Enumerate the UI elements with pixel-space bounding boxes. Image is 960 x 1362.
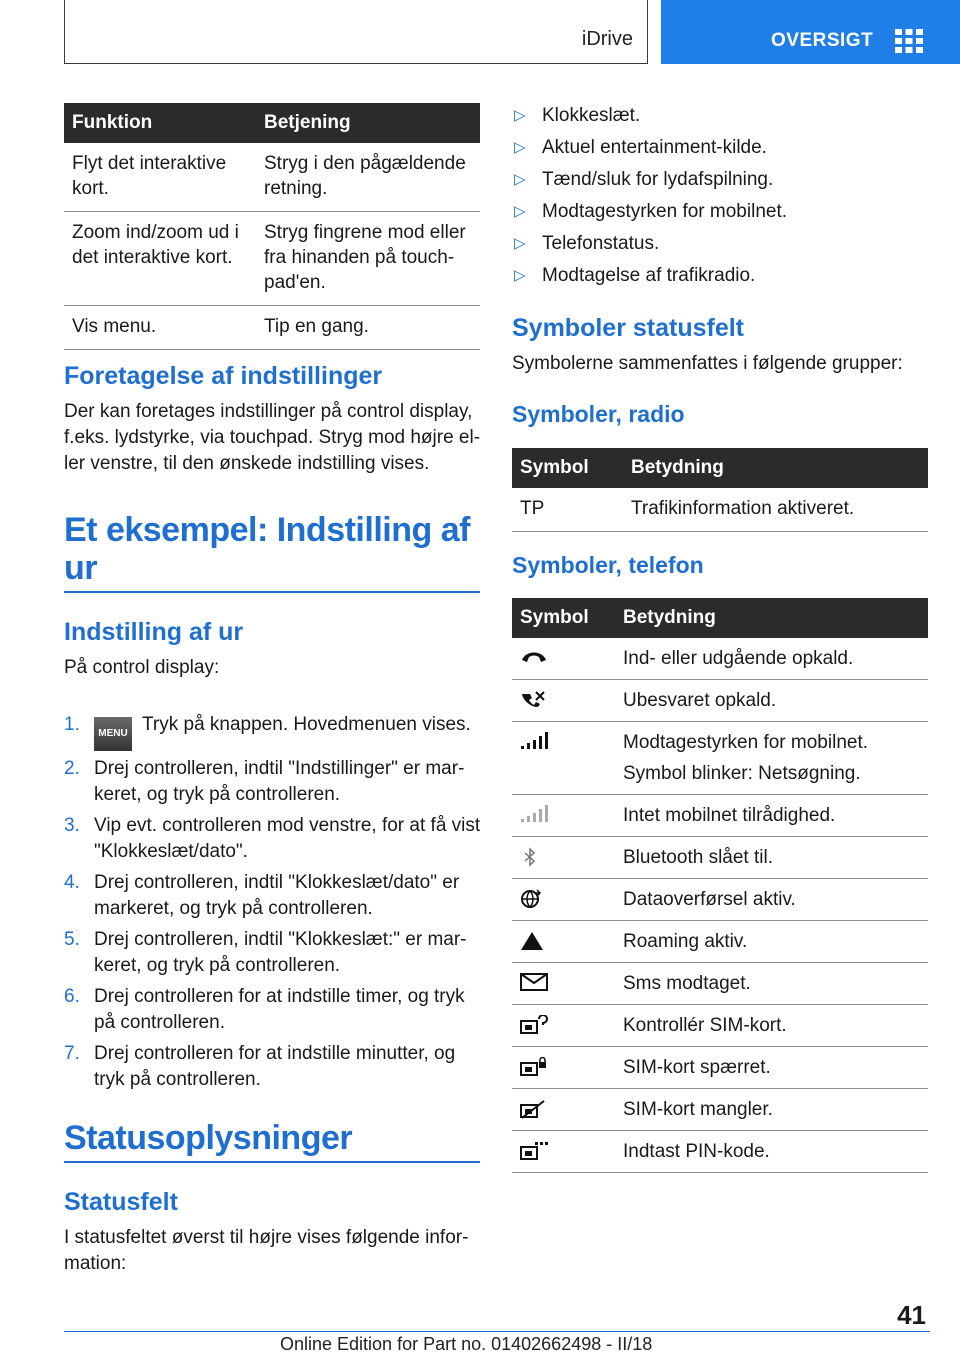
phone-symbols-table <box>512 598 928 1173</box>
step-number: 1. <box>64 714 80 735</box>
table-cell: SIM-kort mangler. <box>615 1089 928 1131</box>
status-bullets <box>512 103 932 295</box>
radio-header-symbol: Symbol <box>512 448 623 488</box>
status-subheading: Statusfelt <box>64 1188 178 1216</box>
table-cell: Vis menu. <box>64 306 256 350</box>
header-section-box <box>64 0 648 64</box>
table-cell: Ubesvaret opkald. <box>615 680 928 722</box>
table-cell: Dataoverførsel aktiv. <box>615 879 928 921</box>
step-number: 5. <box>64 929 80 950</box>
settings-heading: Foretagelse af indstillinger <box>64 362 383 390</box>
table-row <box>512 1089 928 1131</box>
step-number: 6. <box>64 986 80 1007</box>
triangle-bullet-icon: ▷ <box>514 107 526 124</box>
table-cell: Zoom ind/zoom ud i det interaktive kort. <box>64 212 256 306</box>
table-row <box>512 963 928 1005</box>
table-cell: Trafikinformation aktiveret. <box>623 488 928 532</box>
table-cell: Bluetooth slået til. <box>615 837 928 879</box>
phone-heading: Symboler, telefon <box>512 552 704 578</box>
no-signal-icon <box>520 805 548 823</box>
example-subheading: Indstilling af ur <box>64 618 244 646</box>
functions-header-betjening: Betjening <box>256 103 480 143</box>
bullet-text: Telefonstatus. <box>542 233 660 254</box>
list-item <box>64 984 484 1036</box>
phone-header-symbol: Symbol <box>512 598 615 638</box>
bullet-text: Modtagestyrken for mobilnet. <box>542 201 788 222</box>
signal-strength-icon <box>520 732 548 750</box>
table-cell: SIM-kort spærret. <box>615 1047 928 1089</box>
list-item <box>512 263 932 289</box>
table-cell: Sms modtaget. <box>615 963 928 1005</box>
table-cell: Ind- eller udgående opkald. <box>615 638 928 680</box>
status-text: I statusfeltet øverst til højre vises følgende information: <box>64 1227 469 1274</box>
triangle-bullet-icon: ▷ <box>514 267 526 284</box>
table-cell: Intet mobilnet tilrådighed. <box>615 795 928 837</box>
grid-icon <box>895 29 923 53</box>
table-row <box>512 638 928 680</box>
header-tab-oversigt[interactable] <box>661 0 960 64</box>
bullet-text: Klokkeslæt. <box>542 105 641 126</box>
table-cell: Kontrollér SIM-kort. <box>615 1005 928 1047</box>
list-item <box>64 1041 484 1093</box>
table-row <box>512 795 928 837</box>
settings-text: Der kan foretages indstillinger på control display, f.eks. lydstyrke, via touchpad. Stryg mod højre eller venstre, til den ønskede indstilling vises. <box>64 401 481 474</box>
radio-header-betydning: Betydning <box>623 448 928 488</box>
list-item <box>512 103 932 129</box>
menu-button-icon: MENU <box>94 717 132 751</box>
step-text: Tryk på knappen. Hovedmenuen vises. <box>142 714 471 735</box>
bullet-text: Tænd/sluk for lydafspilning. <box>542 169 774 190</box>
footer-divider <box>64 1331 930 1332</box>
step-number: 3. <box>64 815 80 836</box>
steps-list <box>64 712 484 1098</box>
functions-header-funktion: Funktion <box>64 103 256 143</box>
table-row <box>512 1047 928 1089</box>
table-cell-note: Symbol blinker: Netsøgning. <box>623 763 861 784</box>
bullet-text: Modtagelse af trafikradio. <box>542 265 756 286</box>
example-heading: Et eksempel: Indstilling af ur <box>64 511 470 587</box>
step-text: Drej controlleren, indtil "Klokkeslæt/dato" er markeret, og tryk på controlleren. <box>94 872 460 919</box>
functions-table <box>64 103 480 350</box>
step-text: Drej controlleren for at indstille minutter, og tryk på controlleren. <box>94 1043 456 1090</box>
table-cell: Stryg i den pågældende retning. <box>256 143 480 212</box>
example-intro: På control display: <box>64 657 220 678</box>
divider <box>64 591 480 593</box>
list-item <box>64 927 484 979</box>
list-item <box>64 813 484 865</box>
triangle-bullet-icon: ▷ <box>514 235 526 252</box>
header-tab-label: OVERSIGT <box>771 30 874 51</box>
missed-call-icon <box>520 690 546 708</box>
table-row <box>512 837 928 879</box>
triangle-bullet-icon: ▷ <box>514 139 526 156</box>
table-cell: Stryg fingrene mod eller fra hinanden på touchpad'en. <box>256 212 480 306</box>
step-text: Drej controlleren, indtil "Klokkeslæt:" er markeret, og tryk på controlleren. <box>94 929 467 976</box>
table-row <box>64 212 480 306</box>
bullet-text: Aktuel entertainment-kilde. <box>542 137 767 158</box>
step-text: Drej controlleren, indtil "Indstillinger" er markeret, og tryk på controlleren. <box>94 758 465 805</box>
step-number: 2. <box>64 758 80 779</box>
sim-check-icon <box>520 1015 548 1035</box>
table-cell: TP <box>512 488 623 532</box>
phone-header-betydning: Betydning <box>615 598 928 638</box>
list-item <box>512 231 932 257</box>
symbols-heading: Symboler statusfelt <box>512 314 745 342</box>
phone-call-icon <box>520 648 548 666</box>
edition-text: Online Edition for Part no. 01402662498 - II/18 <box>280 1334 653 1354</box>
sim-missing-icon <box>520 1099 548 1119</box>
list-item <box>64 712 484 751</box>
table-row <box>512 921 928 963</box>
table-row <box>512 680 928 722</box>
table-cell: Indtast PIN-kode. <box>615 1131 928 1173</box>
sim-locked-icon <box>520 1057 548 1077</box>
bluetooth-icon <box>520 847 540 867</box>
table-row <box>64 306 480 350</box>
step-text: Drej controlleren for at indstille timer, og tryk på controlleren. <box>94 986 465 1033</box>
symbols-text: Symbolerne sammenfattes i følgende grupper: <box>512 353 903 374</box>
roaming-icon <box>520 931 544 951</box>
step-number: 7. <box>64 1043 80 1064</box>
list-item <box>512 199 932 225</box>
step-text: Vip evt. controlleren mod venstre, for at få vist "Klokkeslæt/dato". <box>94 815 481 862</box>
table-cell: Modtagestyrken for mobilnet. <box>623 732 869 753</box>
triangle-bullet-icon: ▷ <box>514 171 526 188</box>
table-cell: Tip en gang. <box>256 306 480 350</box>
table-row <box>64 143 480 212</box>
table-cell: Roaming aktiv. <box>615 921 928 963</box>
list-item <box>64 756 484 808</box>
table-cell: Flyt det interaktive kort. <box>64 143 256 212</box>
pin-entry-icon <box>520 1141 548 1161</box>
divider <box>64 1161 480 1163</box>
triangle-bullet-icon: ▷ <box>514 203 526 220</box>
table-row <box>512 722 928 795</box>
step-number: 4. <box>64 872 80 893</box>
table-row <box>512 879 928 921</box>
list-item <box>64 870 484 922</box>
list-item <box>512 135 932 161</box>
header-section-label: iDrive <box>581 28 633 50</box>
list-item <box>512 167 932 193</box>
table-row <box>512 1131 928 1173</box>
page-number: 41 <box>897 1300 926 1330</box>
sms-icon <box>520 973 548 991</box>
data-transfer-icon <box>520 889 542 909</box>
table-row <box>512 1005 928 1047</box>
radio-symbols-table <box>512 448 928 532</box>
table-row <box>512 488 928 532</box>
radio-heading: Symboler, radio <box>512 401 685 427</box>
status-heading: Statusoplysninger <box>64 1119 353 1157</box>
